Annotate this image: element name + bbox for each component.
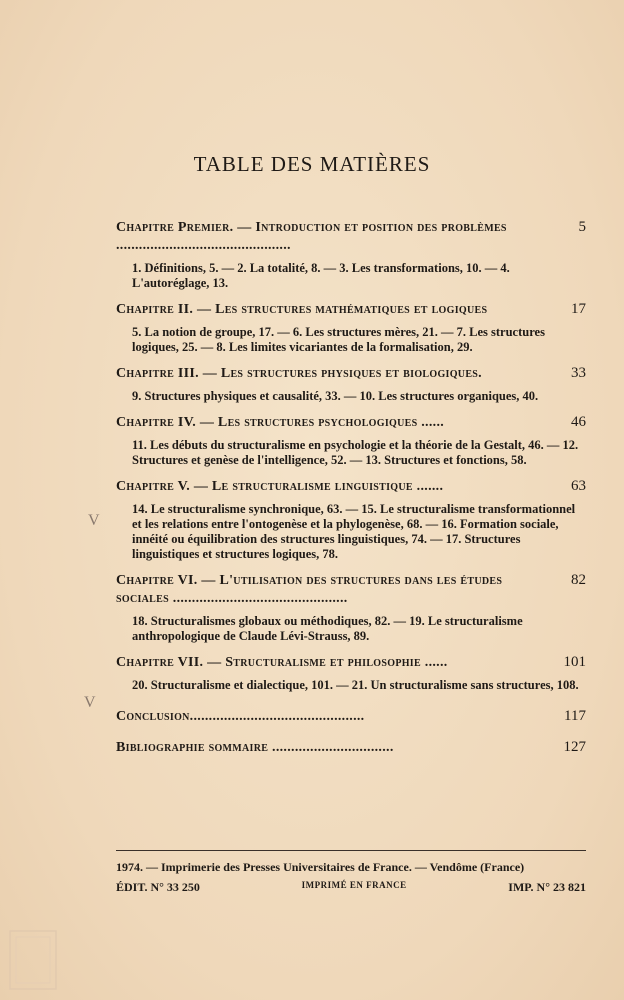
printer-line: 1974. — Imprimerie des Presses Universitaires de France. — Vendôme (France) <box>116 860 525 874</box>
toc-heading: Chapitre III. — Les structures physiques et biologiques. <box>116 366 482 381</box>
margin-check-mark: V <box>88 512 100 529</box>
footer-numbers <box>116 880 586 895</box>
toc-entry-conclusion <box>116 707 586 726</box>
toc-page: 63 <box>571 478 586 494</box>
footer-rule <box>116 850 586 851</box>
toc-heading: Chapitre VII. — Structuralisme et philosophie ...... <box>116 655 448 670</box>
edition-number: ÉDIT. N° 33 250 <box>116 880 200 894</box>
table-of-contents <box>116 218 586 766</box>
toc-page: 17 <box>571 301 586 317</box>
toc-heading: Chapitre II. — Les structures mathématiques et logiques <box>116 302 488 317</box>
toc-entry <box>116 364 586 404</box>
toc-subsections: 5. La notion de groupe, 17. — 6. Les structures mères, 21. — 7. Les structures logiques, 25. — 8. Les limites vicariantes de la formalisation, 29. <box>132 325 545 354</box>
toc-entry-bibliographie <box>116 738 586 757</box>
toc-subsections: 9. Structures physiques et causalité, 33. — 10. Les structures organiques, 40. <box>132 389 539 403</box>
toc-subsections: 1. Définitions, 5. — 2. La totalité, 8. — 3. Les transformations, 10. — 4. L'autoréglage, 13. <box>132 261 510 290</box>
toc-heading: Chapitre IV. — Les structures psychologiques ...... <box>116 415 445 430</box>
page-title: TABLE DES MATIÈRES <box>193 152 431 176</box>
toc-entry <box>116 413 586 468</box>
toc-page: 117 <box>564 708 586 724</box>
toc-subsections: 18. Structuralismes globaux ou méthodiques, 82. — 19. Le structuralisme anthropologique de Claude Lévi-Strauss, 89. <box>132 614 523 643</box>
toc-entry <box>116 218 586 291</box>
toc-heading: Chapitre VI. — L'utilisation des structures dans les études sociales .............................................. <box>116 573 503 606</box>
toc-subsections: 11. Les débuts du structuralisme en psychologie et la théorie de la Gestalt, 46. — 12. Structures et genèse de l'intelligence, 52. — 13. Structures et fonctions, 58. <box>132 438 579 467</box>
toc-page: 101 <box>563 654 586 670</box>
toc-heading: Conclusion.............................................. <box>116 709 365 724</box>
toc-heading: Chapitre Premier. — Introduction et position des problèmes .............................................. <box>116 220 507 253</box>
toc-entry <box>116 571 586 644</box>
toc-page: 46 <box>571 414 586 430</box>
toc-page: 82 <box>571 572 586 588</box>
library-stamp-icon <box>6 925 66 995</box>
toc-page: 127 <box>563 739 586 755</box>
toc-page: 33 <box>571 365 586 381</box>
toc-subsections: 14. Le structuralisme synchronique, 63. — 15. Le structuralisme transformationnel et les relations entre l'ontogenèse et la phylogenèse, 68. — 16. Formation sociale, innéité ou équilibration des structures linguistiques, 74. — 17. Structures linguistiques et structures logiques, 78. <box>132 502 576 561</box>
toc-entry <box>116 477 586 562</box>
toc-heading: Chapitre V. — Le structuralisme linguistique ....... <box>116 479 444 494</box>
imprint-number: IMP. N° 23 821 <box>508 880 586 894</box>
toc-page: 5 <box>578 219 586 235</box>
toc-entry <box>116 653 586 693</box>
footer-imprint <box>116 860 586 875</box>
printed-in-france: IMPRIMÉ EN FRANCE <box>301 880 407 890</box>
toc-entry <box>116 300 586 355</box>
toc-subsections: 20. Structuralisme et dialectique, 101. — 21. Un structuralisme sans structures, 108. <box>132 678 579 692</box>
margin-check-mark: V <box>84 694 96 711</box>
toc-heading: Bibliographie sommaire ................................ <box>116 740 394 755</box>
